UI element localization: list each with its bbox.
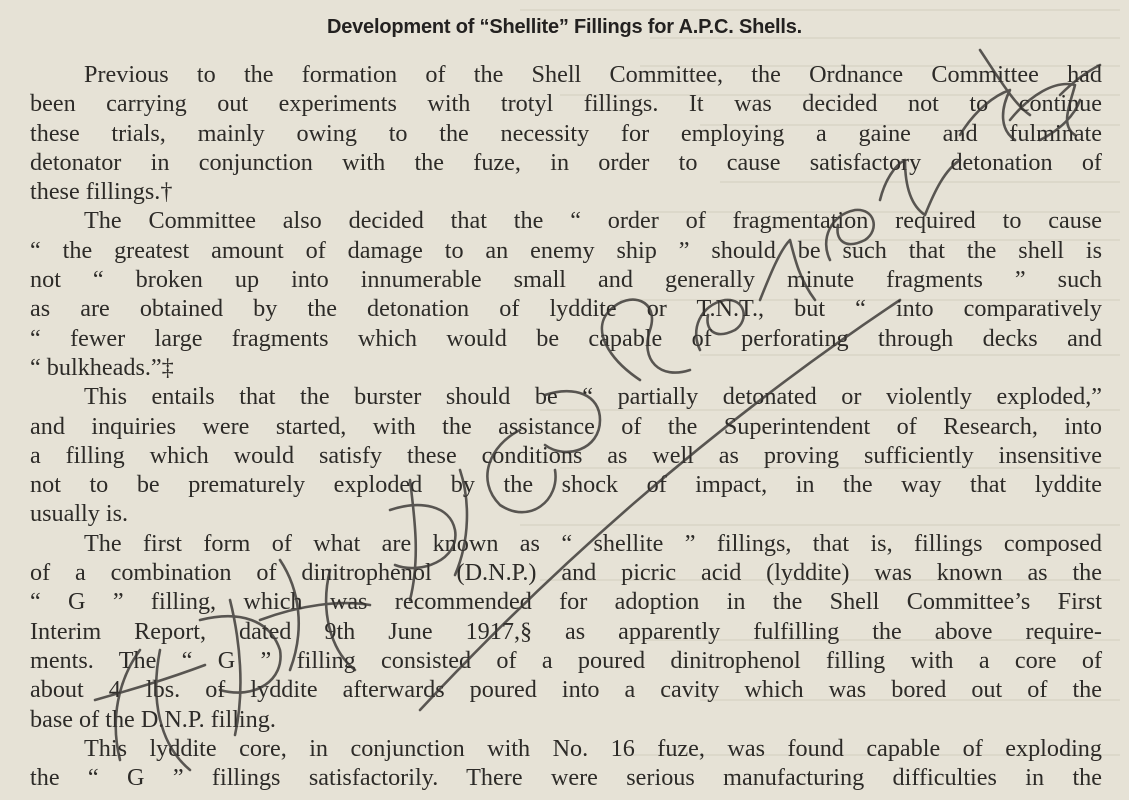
text-line: “ bulkheads.”‡ bbox=[30, 353, 174, 381]
section-heading: Development of “Shellite” Fillings for A.P.C. Shells. bbox=[326, 16, 803, 38]
text-line: This lyddite core, in conjunction with No. 16 fuze, was found capable of exploding bbox=[84, 734, 1102, 762]
text-line: the “ G ” fillings satisfactorily. There were serious manufacturing difficulties in the bbox=[30, 764, 1102, 792]
text-line: these fillings.† bbox=[30, 178, 173, 206]
text-line: The Committee also decided that the “ order of fragmentation required to cause bbox=[84, 207, 1102, 235]
text-line: not to be prematurely exploded by the shock of impact, in the way that lyddite bbox=[30, 471, 1102, 499]
text-line: “ fewer large fragments which would be capable of perforating through decks and bbox=[30, 324, 1102, 352]
text-line: Interim Report, dated 9th June 1917,§ as apparently fulfilling the above require- bbox=[30, 617, 1102, 645]
text-line: these trials, mainly owing to the necessity for employing a gaine and fulminate bbox=[30, 119, 1102, 147]
text-line: Previous to the formation of the Shell Committee, the Ordnance Committee had bbox=[84, 61, 1102, 88]
text-line: This entails that the burster should be “ partially detonated or violently exploded,” bbox=[84, 383, 1102, 411]
text-line: “ the greatest amount of damage to an enemy ship ” should be such that the shell is bbox=[30, 236, 1102, 264]
text-line: “ G ” filling, which was recommended for adoption in the Shell Committee’s First bbox=[30, 588, 1102, 616]
text-line: of a combination of dinitrophenol (D.N.P.) and picric acid (lyddite) was known as the bbox=[30, 559, 1102, 587]
text-line: ments. The “ G ” filling consisted of a poured dinitrophenol filling with a core of bbox=[30, 646, 1102, 674]
text-line: base of the D.N.P. filling. bbox=[30, 705, 276, 733]
text-line: and inquiries were started, with the assistance of the Superintendent of Research, into bbox=[30, 412, 1102, 440]
text-line: The first form of what are known as “ shellite ” fillings, that is, fillings composed bbox=[84, 529, 1102, 557]
text-line: a filling which would satisfy these conditions as well as proving sufficiently insensitive bbox=[30, 441, 1102, 469]
body-text bbox=[30, 60, 1102, 792]
text-line: usually is. bbox=[30, 500, 129, 528]
text-line: not “ broken up into innumerable small and generally minute fragments ” such bbox=[30, 266, 1102, 294]
text-line: been carrying out experiments with trotyl fillings. It was decided not to continue bbox=[30, 90, 1102, 118]
text-line: as are obtained by the detonation of lyddite or T.N.T., but “ into comparatively bbox=[30, 295, 1102, 323]
text-line: detonator in conjunction with the fuze, in order to cause satisfactory detonation of bbox=[30, 148, 1102, 176]
text-line: about 4 lbs. of lyddite afterwards poured into a cavity which was bored out of the bbox=[30, 676, 1102, 704]
